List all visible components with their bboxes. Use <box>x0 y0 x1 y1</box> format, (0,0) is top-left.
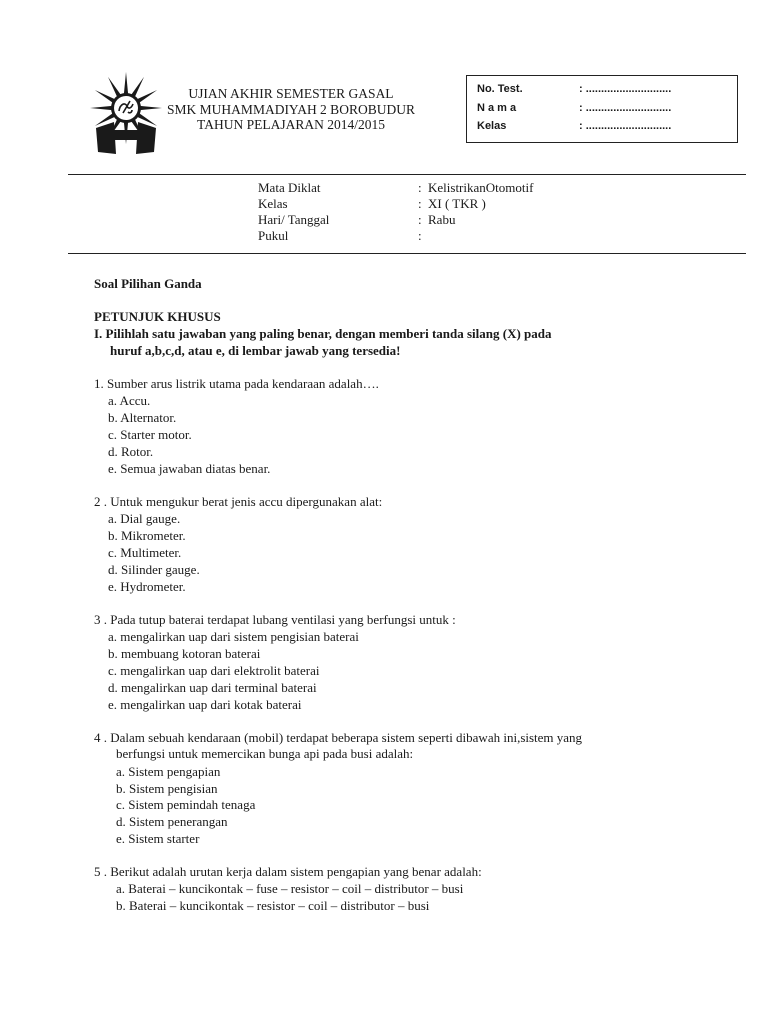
answer-option: e. Hydrometer. <box>108 579 186 594</box>
answer-option: b. Mikrometer. <box>108 528 186 543</box>
answer-option: d. Sistem penerangan <box>116 814 228 829</box>
question-text: 1. Sumber arus listrik utama pada kendaraan adalah…. <box>94 376 379 391</box>
info-key: Hari/ Tanggal <box>258 212 330 227</box>
answer-option: c. Sistem pemindah tenaga <box>116 797 256 812</box>
divider-top <box>68 174 746 175</box>
question-text-continued: berfungsi untuk memercikan bunga api pada busi adalah: <box>116 746 414 761</box>
divider-bottom <box>68 253 746 254</box>
exam-title: UJIAN AKHIR SEMESTER GASAL <box>188 86 394 101</box>
question-text: 3 . Pada tutup baterai terdapat lubang ventilasi yang berfungsi untuk : <box>94 612 456 627</box>
answer-option: a. Baterai – kuncikontak – fuse – resistor – coil – distributor – busi <box>116 881 464 896</box>
info-key: Kelas <box>258 196 288 211</box>
id-label: Kelas <box>477 120 507 132</box>
id-value: : ............................ <box>579 120 672 132</box>
answer-option: b. Alternator. <box>108 410 177 425</box>
answer-option: d. mengalirkan uap dari terminal baterai <box>108 680 317 695</box>
answer-option: c. Starter motor. <box>108 427 192 442</box>
section-title: Soal Pilihan Ganda <box>94 276 202 291</box>
instruction-line: I. Pilihlah satu jawaban yang paling benar, dengan memberi tanda silang (X) pada <box>94 326 552 341</box>
info-value: KelistrikanOtomotif <box>428 180 534 195</box>
info-value: Rabu <box>428 212 456 227</box>
info-value: XI ( TKR ) <box>428 196 486 211</box>
muhammadiyah-sun-emblem-icon <box>86 70 166 154</box>
answer-option: e. Semua jawaban diatas benar. <box>108 461 271 476</box>
answer-option: e. Sistem starter <box>116 831 200 846</box>
answer-option: a. Sistem pengapian <box>116 764 221 779</box>
answer-option: a. Dial gauge. <box>108 511 181 526</box>
answer-option: a. mengalirkan uap dari sistem pengisian baterai <box>108 629 359 644</box>
question-text: 2 . Untuk mengukur berat jenis accu dipergunakan alat: <box>94 494 383 509</box>
academic-year: TAHUN PELAJARAN 2014/2015 <box>197 117 385 132</box>
info-colon: : <box>418 180 422 195</box>
id-value: : ............................ <box>579 83 672 95</box>
info-colon: : <box>418 228 422 243</box>
question-text: 4 . Dalam sebuah kendaraan (mobil) terdapat beberapa sistem seperti dibawah ini,sistem yang <box>94 730 583 745</box>
id-value: : ............................ <box>579 102 672 114</box>
answer-option: b. membuang kotoran baterai <box>108 646 261 661</box>
answer-option: d. Silinder gauge. <box>108 562 200 577</box>
id-label: N a m a <box>477 102 517 114</box>
school-name: SMK MUHAMMADIYAH 2 BOROBUDUR <box>167 101 415 117</box>
instructions-title: PETUNJUK KHUSUS <box>94 309 221 324</box>
info-key: Pukul <box>258 228 289 243</box>
answer-option: a. Accu. <box>108 393 151 408</box>
answer-option: c. Multimeter. <box>108 545 182 560</box>
school-logo <box>86 70 166 154</box>
answer-option: e. mengalirkan uap dari kotak baterai <box>108 697 302 712</box>
id-label: No. Test. <box>477 83 523 95</box>
answer-option: b. Baterai – kuncikontak – resistor – coil – distributor – busi <box>116 898 430 913</box>
info-colon: : <box>418 196 422 211</box>
answer-option: d. Rotor. <box>108 444 154 459</box>
school-header <box>160 86 422 133</box>
answer-option: c. mengalirkan uap dari elektrolit baterai <box>108 663 320 678</box>
info-colon: : <box>418 212 422 227</box>
instruction-line: huruf a,b,c,d, atau e, di lembar jawab yang tersedia! <box>110 343 401 358</box>
student-id-box <box>466 75 738 143</box>
answer-option: b. Sistem pengisian <box>116 781 218 796</box>
info-key: Mata Diklat <box>258 180 321 195</box>
question-text: 5 . Berikut adalah urutan kerja dalam sistem pengapian yang benar adalah: <box>94 864 482 879</box>
